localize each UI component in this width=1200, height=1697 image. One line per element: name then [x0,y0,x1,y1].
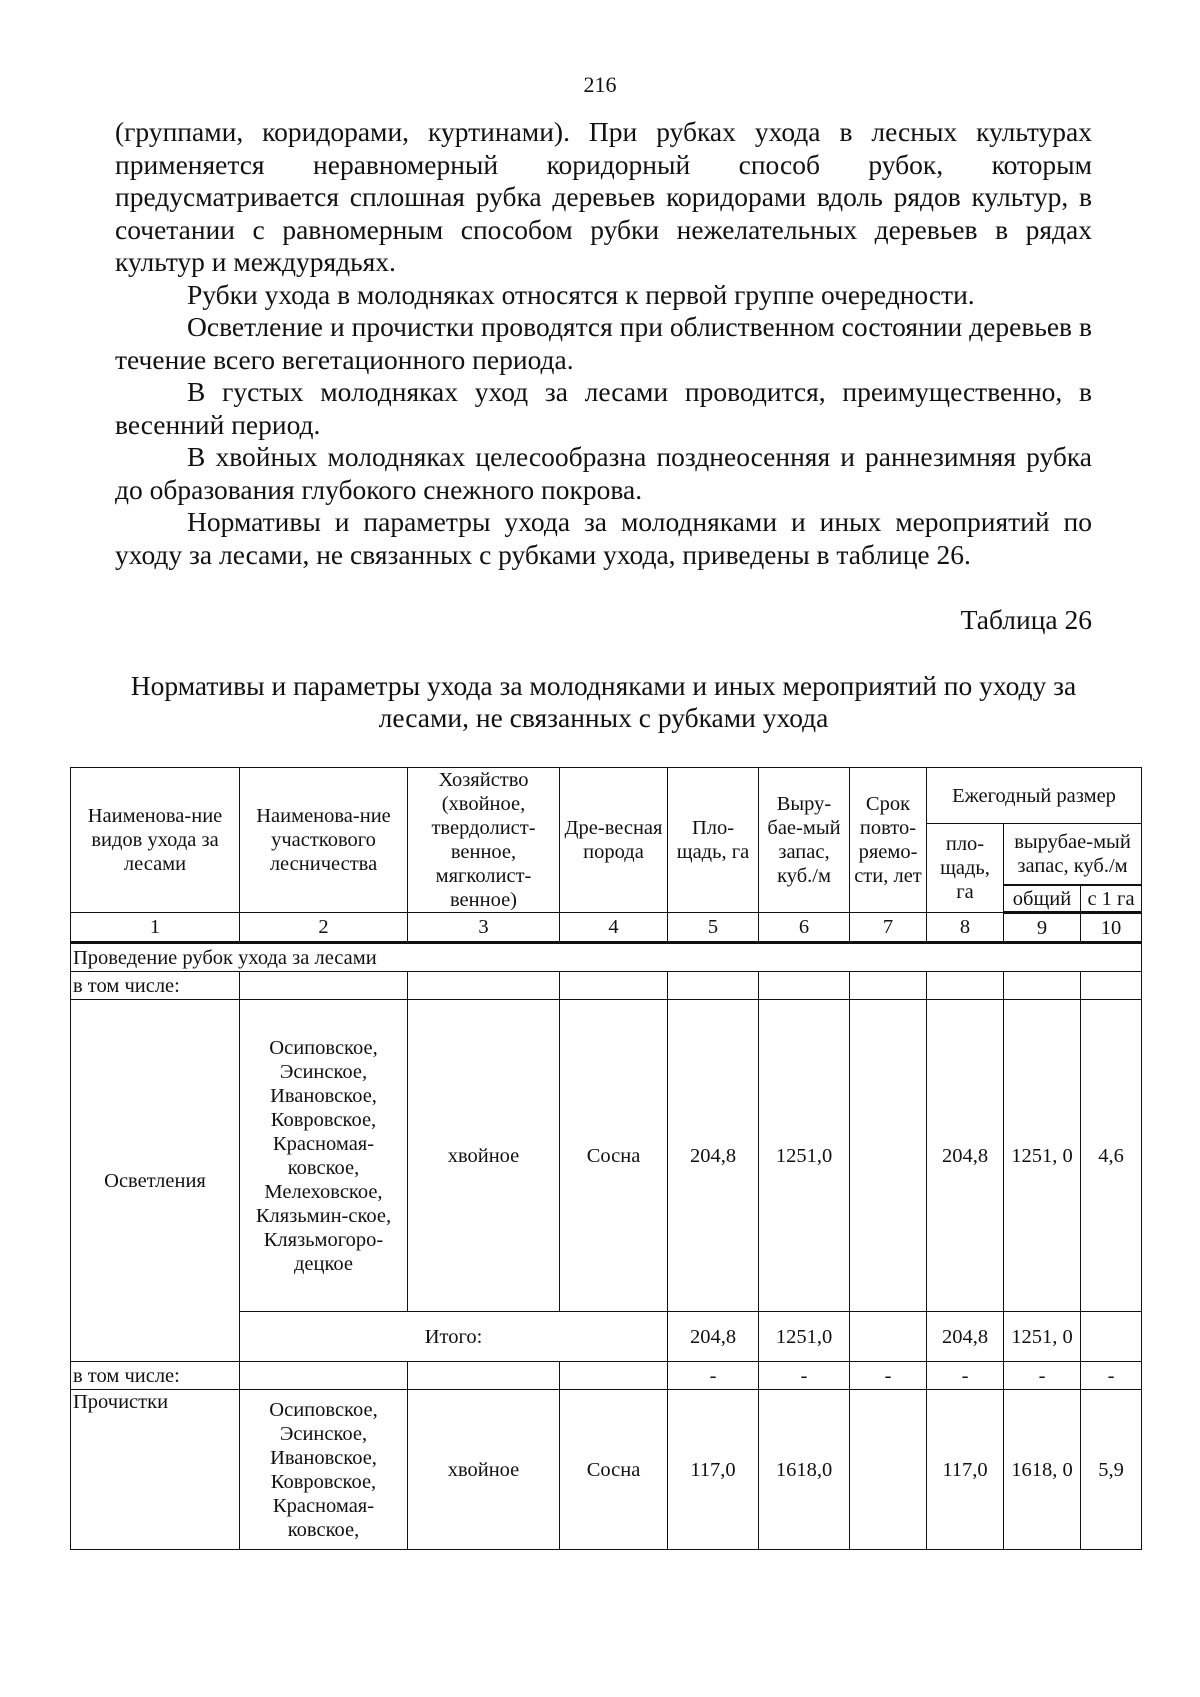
dash-cell: - [668,1362,759,1390]
species: Сосна [560,1390,668,1550]
economy: хвойное [408,1000,560,1312]
header-forestry: Наименова-ние участкового лесничества [240,768,408,913]
column-number: 5 [668,913,759,943]
empty-cell [408,1362,560,1390]
table-label: Таблица 26 [960,604,1092,635]
body-text [115,116,1092,571]
care-type: Осветления [71,1000,240,1362]
species: Сосна [560,1000,668,1312]
forest-care-table [70,767,1142,1550]
empty-cell [927,972,1004,1000]
dash-cell: - [1081,1362,1142,1390]
column-number: 7 [850,913,927,943]
volume-per-ha: 5,9 [1081,1390,1142,1550]
column-number: 10 [1081,913,1142,943]
section-title: Проведение рубок ухода за лесами [71,943,1142,972]
annual-area: 117,0 [927,1390,1004,1550]
paragraph: В густых молодняках уход за лесами проводится, преимущественно, в весенний период. [115,376,1092,440]
period [850,1000,927,1312]
paragraph: Рубки ухода в молодняках относятся к первой группе очередности. [187,278,975,310]
annual-area: 204,8 [927,1000,1004,1312]
forestry-list: Осиповское, Эсинское, Ивановское, Ковровское, Красномая-ковское, Мелеховское, Клязьмин-ское, Клязьмогоро-децкое [240,1000,408,1312]
dash-cell: - [1004,1362,1081,1390]
including-label: в том числе: [71,972,240,1000]
column-number: 6 [759,913,850,943]
period [850,1390,927,1550]
header-type: Наименова-ние видов ухода за лесами [71,768,240,913]
empty-cell [408,972,560,1000]
header-annual: Ежегодный размер [927,768,1142,824]
column-number: 1 [71,913,240,943]
empty-cell [1081,1312,1142,1362]
total-label: Итого: [240,1312,668,1362]
empty-cell [1004,972,1081,1000]
annual-volume: 1618, 0 [1004,1390,1081,1550]
column-number: 3 [408,913,560,943]
empty-cell [759,972,850,1000]
total-volume: 1251,0 [759,1312,850,1362]
volume: 1251,0 [759,1000,850,1312]
empty-cell [850,972,927,1000]
volume-per-ha: 4,6 [1081,1000,1142,1312]
column-number: 9 [1004,913,1081,943]
empty-cell [240,1362,408,1390]
header-area: Пло-щадь, га [668,768,759,913]
column-number: 8 [927,913,1004,943]
empty-cell [850,1312,927,1362]
total-annual-volume: 1251, 0 [1004,1312,1081,1362]
table-title: Нормативы и параметры ухода за молодняками и иных мероприятий по уходу за лесами, не связанных с рубками ухода [130,670,1077,733]
header-volume: Выру-бае-мый запас, куб./м [759,768,850,913]
column-number: 2 [240,913,408,943]
area: 204,8 [668,1000,759,1312]
care-type: Прочистки [71,1390,240,1550]
paragraph: В хвойных молодняках целесообразна позднеосенняя и раннезимняя рубка до образования глубокого снежного покрова. [115,441,1092,505]
paragraph: Осветление и прочистки проводятся при облиственном состоянии деревьев в течение всего вегетационного периода. [115,311,1092,375]
dash-cell: - [927,1362,1004,1390]
total-annual-area: 204,8 [927,1312,1004,1362]
header-economy: Хозяйство (хвойное, твердолист-венное, мягколист-венное) [408,768,560,913]
including-label: в том числе: [71,1362,240,1390]
total-area: 204,8 [668,1312,759,1362]
header-per-ha: с 1 га [1081,886,1142,913]
header-annual-volume: вырубае-мый запас, куб./м [1004,824,1142,885]
header-total: общий [1004,886,1081,913]
header-period: Срок повто-ряемо-сти, лет [850,768,927,913]
empty-cell [1081,972,1142,1000]
empty-cell [240,972,408,1000]
paragraph: Нормативы и параметры ухода за молодняками и иных мероприятий по уходу за лесами, не связанных с рубками ухода, приведены в таблице 26. [115,506,1092,570]
volume: 1618,0 [759,1390,850,1550]
header-annual-area: пло-щадь, га [927,824,1004,913]
economy: хвойное [408,1390,560,1550]
page-number: 216 [583,72,617,97]
empty-cell [560,972,668,1000]
area: 117,0 [668,1390,759,1550]
forestry-list: Осиповское, Эсинское, Ивановское, Ковровское, Красномая-ковское, [240,1390,408,1550]
paragraph: (группами, коридорами, куртинами). При рубках ухода в лесных культурах применяется неравномерный коридорный способ рубок, которым предусматривается сплошная рубка деревьев коридорами вдоль рядов культур, в сочетании с равномерным способом рубки нежелательных деревьев в рядах культур и междурядьях. [115,116,1092,277]
dash-cell: - [850,1362,927,1390]
column-number: 4 [560,913,668,943]
annual-volume: 1251, 0 [1004,1000,1081,1312]
dash-cell: - [759,1362,850,1390]
empty-cell [560,1362,668,1390]
header-species: Дре-весная порода [560,768,668,913]
empty-cell [668,972,759,1000]
